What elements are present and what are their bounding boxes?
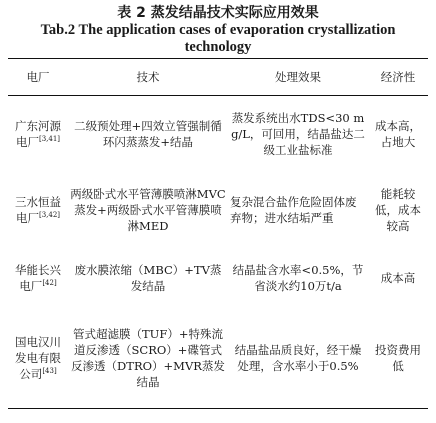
- table-caption-en: Tab.2 The application cases of evaporation crystallization technology: [40, 22, 396, 55]
- cell-economy: 成本高: [380, 271, 416, 285]
- cell-plant: [8, 248, 68, 308]
- table-row: [8, 308, 428, 409]
- cell-technology: 两级卧式水平管薄膜喷淋MVC蒸发+两级卧式水平管薄膜喷淋MED: [70, 187, 226, 233]
- reference-marker: [43]: [42, 367, 57, 376]
- application-cases-table: [8, 58, 428, 409]
- plant-name: 华能长兴电厂: [15, 263, 61, 293]
- header-effect: 处理效果: [275, 70, 321, 84]
- plant-name: 国电汉川发电有限公司: [15, 335, 61, 381]
- cell-technology: 管式超滤膜（TUF）+特殊流道反渗透（SCRO）+碟管式反渗透（DTRO）+MVR蒸发结晶: [71, 327, 225, 389]
- cell-plant: [8, 172, 68, 248]
- header-plant: 电厂: [26, 70, 50, 84]
- reference-marker: [42]: [42, 279, 57, 288]
- table-row: [8, 248, 428, 308]
- reference-marker: [3,41]: [38, 135, 61, 144]
- plant-name: 广东河源电厂: [15, 119, 61, 149]
- table-header-row: [8, 59, 428, 96]
- cell-plant: [8, 96, 68, 173]
- cell-technology: 废水膜浓缩（MBC）+TV蒸发结晶: [74, 263, 222, 293]
- table-row: [8, 96, 428, 173]
- cell-plant: [8, 308, 68, 409]
- cell-technology: 二级预处理+四效立管强制循环闪蒸蒸发+结晶: [74, 119, 222, 149]
- cell-effect: 蒸发系统出水TDS<30 mg/L，可回用，结晶盐达二级工业盐标准: [231, 111, 365, 157]
- cell-economy: 成本高，占地大: [375, 119, 421, 149]
- reference-marker: [3,42]: [38, 211, 61, 220]
- cell-effect: 结晶盐含水率<0.5%，节省淡水约10万t/a: [232, 263, 364, 293]
- cell-economy: 投资费用低: [375, 343, 421, 373]
- table-caption-cn: 表 2 蒸发结晶技术实际应用效果: [117, 5, 319, 21]
- cell-effect: 复杂混合盐作危险固体废弃物；进水结垢严重: [230, 195, 357, 225]
- plant-name: 三水恒益电厂: [15, 195, 61, 225]
- header-economy: 经济性: [380, 70, 416, 84]
- header-technology: 技术: [136, 70, 160, 84]
- cell-economy: 能耗较低，成本较高: [375, 187, 421, 233]
- table-row: [8, 172, 428, 248]
- cell-effect: 结晶盐品质良好，经干燥处理，含水率小于0.5%: [234, 343, 362, 373]
